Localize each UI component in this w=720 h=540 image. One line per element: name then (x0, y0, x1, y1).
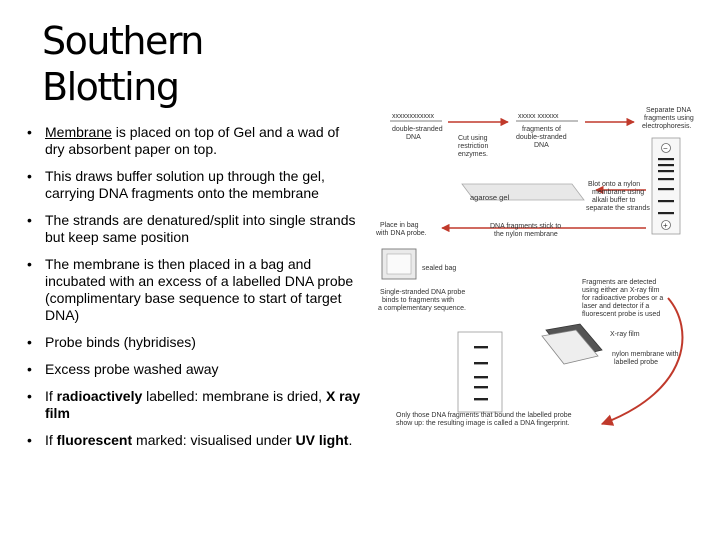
ds-dna-label: DNA (406, 134, 421, 141)
single-strand-label: Single-stranded DNA probe (380, 289, 466, 296)
bullet-text-key: fluorescent (56, 432, 133, 448)
blot-label: alkali buffer to (592, 197, 636, 204)
ds-dna-label: double-stranded (392, 126, 443, 133)
separate-label: Separate DNA (646, 107, 692, 114)
bullet-radioactive (24, 388, 362, 422)
detection-label: fluorescent probe is used (582, 311, 661, 318)
title-line-1: Southern (42, 19, 203, 63)
fragment-label: DNA (534, 142, 549, 149)
separate-label: electrophoresis. (642, 123, 692, 130)
dna-fragment-sequence-label: xxxxx xxxxxx (518, 113, 559, 120)
fingerprint-band (474, 376, 488, 378)
bullet-text-key: radioactively (56, 388, 143, 404)
agarose-label: agarose gel (470, 193, 510, 202)
detection-label: laser and detector if a (582, 303, 650, 310)
fingerprint-caption: Only those DNA fragments that bound the labelled probe (396, 412, 572, 419)
x-ray-film-label: X-ray film (610, 331, 640, 338)
detection-label: using either an X-ray film (582, 287, 660, 294)
single-strand-label: binds to fragments with (382, 297, 454, 304)
bullet-text: Probe binds (hybridises) (45, 334, 196, 350)
blot-label: separate the strands (586, 205, 650, 212)
gel-band (658, 170, 674, 172)
title-line-2: Blotting (42, 65, 179, 109)
blot-label: Blot onto a nylon (588, 181, 641, 188)
bullet-denature (24, 212, 362, 246)
stick-label: DNA fragments stick to (490, 223, 562, 230)
bullet-text: is placed on top of Gel and a wad of dry absorbent paper on top. (45, 124, 340, 157)
fingerprint-band (474, 346, 488, 348)
dna-sequence-label: xxxxxxxxxxxx (392, 113, 434, 120)
bullet-text: The strands are denatured/split into single strands but keep same position (45, 212, 356, 245)
gel-band (658, 164, 674, 166)
gel-band (658, 158, 674, 160)
minus-sign: − (663, 144, 668, 153)
bullet-text: marked: visualised under (132, 432, 296, 448)
cut-label: restriction (458, 143, 489, 150)
bullet-list (24, 124, 362, 459)
separate-label: fragments using (644, 115, 694, 122)
fingerprint-band (474, 386, 488, 388)
gel-band (658, 200, 674, 202)
single-strand-label: a complementary sequence. (378, 305, 466, 312)
bullet-probe (24, 256, 362, 324)
fragment-label: fragments of (522, 126, 561, 133)
cut-label: Cut using (458, 135, 488, 142)
bullet-fluorescent (24, 432, 362, 449)
bullet-text-key: X ray film (45, 388, 361, 421)
stick-label: the nylon membrane (494, 231, 558, 238)
place-bag-label: with DNA probe. (376, 230, 427, 237)
sealed-bag-label: sealed bag (422, 265, 457, 272)
bullet-wash (24, 361, 362, 378)
gel-band (658, 188, 674, 190)
slide-title (42, 18, 203, 110)
bullet-membrane (24, 124, 362, 158)
bullet-text: This draws buffer solution up through the gel, carrying DNA fragments onto the membrane (45, 168, 325, 201)
bullet-text: If (45, 432, 57, 448)
sealed-bag-membrane (387, 254, 411, 274)
fragment-label: double-stranded (516, 134, 567, 141)
bullet-text: If (45, 388, 57, 404)
gel-band (658, 178, 674, 180)
bullet-hybridise (24, 334, 362, 351)
nylon-membrane-label: labelled probe (614, 359, 658, 366)
detection-label: Fragments are detected (582, 279, 657, 286)
detection-label: for radioactive probes or a (582, 295, 664, 302)
plus-sign: + (663, 221, 668, 230)
bullet-text: Excess probe washed away (45, 361, 219, 377)
cut-label: enzymes. (458, 151, 488, 158)
bullet-buffer (24, 168, 362, 202)
bullet-text-key: UV light (295, 432, 349, 448)
blot-label: membrane using (592, 189, 645, 196)
place-bag-label: Place in bag (380, 222, 419, 229)
fingerprint-band (474, 398, 488, 400)
southern-blot-diagram (370, 104, 714, 436)
bullet-text: labelled: membrane is dried, (142, 388, 326, 404)
bullet-text: The membrane is then placed in a bag and incubated with an excess of a labelled DNA probe (complimentary base sequence to start of target DNA) (45, 256, 354, 323)
bullet-text-key: Membrane (45, 124, 112, 140)
gel-band (658, 212, 674, 214)
bullet-text: . (348, 432, 353, 448)
fingerprint-caption: show up: the resulting image is called a DNA fingerprint. (396, 420, 570, 427)
fingerprint-band (474, 362, 488, 364)
nylon-membrane-label: nylon membrane with (612, 351, 679, 358)
